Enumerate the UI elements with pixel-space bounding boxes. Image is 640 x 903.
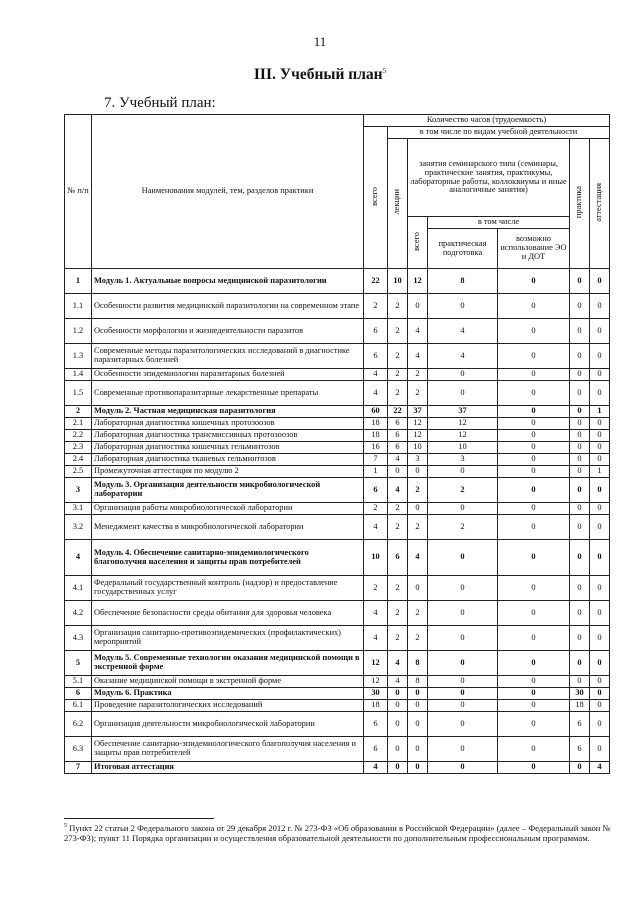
row-num: 2.5 [65, 466, 92, 478]
row-num: 5 [65, 651, 92, 676]
row-total: 2 [364, 503, 388, 515]
row-seminar: 0 [408, 737, 428, 762]
table-row [65, 576, 610, 601]
row-name: Организация деятельности микробиологической лаборатории [92, 712, 364, 737]
footnote-mark: 5 [64, 823, 67, 830]
header-eo-dot: возможно использование ЭО и ДОТ [498, 229, 570, 269]
row-num: 7 [65, 762, 92, 774]
row-name: Итоговая аттестация [92, 762, 364, 774]
row-seminar: 37 [408, 406, 428, 418]
header-total-text: всего [370, 186, 380, 206]
row-name: Обеспечение безопасности среды обитания для здоровья человека [92, 601, 364, 626]
row-attestation: 0 [590, 381, 610, 406]
table-row [65, 454, 610, 466]
row-attestation: 0 [590, 294, 610, 319]
header-practice-text: практика [574, 186, 584, 219]
row-lectures: 2 [388, 576, 408, 601]
row-seminar: 4 [408, 319, 428, 344]
row-eo-dot: 0 [498, 688, 570, 700]
row-attestation: 0 [590, 269, 610, 294]
row-attestation: 0 [590, 369, 610, 381]
row-num: 6.2 [65, 712, 92, 737]
row-num: 3 [65, 478, 92, 503]
row-attestation: 0 [590, 418, 610, 430]
row-eo-dot: 0 [498, 466, 570, 478]
row-lectures: 22 [388, 406, 408, 418]
row-lectures: 2 [388, 319, 408, 344]
row-practice: 0 [570, 626, 590, 651]
row-seminar: 0 [408, 466, 428, 478]
row-practical: 2 [428, 515, 498, 540]
row-name: Лабораторная диагностика трансмиссивных протозоозов [92, 430, 364, 442]
table-row [65, 406, 610, 418]
row-practice: 0 [570, 762, 590, 774]
row-seminar: 4 [408, 540, 428, 576]
row-name: Современные противопаразитарные лекарственные препараты [92, 381, 364, 406]
row-lectures: 0 [388, 466, 408, 478]
row-eo-dot: 0 [498, 515, 570, 540]
section-title-text: III. Учебный план [253, 66, 383, 83]
row-num: 5.1 [65, 676, 92, 688]
header-incl-activity: в том числе по видам учебной деятельности [388, 127, 610, 139]
row-name: Лабораторная диагностика кишечных протозоозов [92, 418, 364, 430]
table-row [65, 651, 610, 676]
table-header [65, 115, 610, 269]
row-lectures: 4 [388, 454, 408, 466]
row-lectures: 6 [388, 430, 408, 442]
row-practical: 0 [428, 503, 498, 515]
row-num: 4.2 [65, 601, 92, 626]
row-name: Модуль 1. Актуальные вопросы медицинской паразитологии [92, 269, 364, 294]
row-practice: 0 [570, 381, 590, 406]
row-practical: 0 [428, 369, 498, 381]
row-eo-dot: 0 [498, 269, 570, 294]
row-attestation: 0 [590, 626, 610, 651]
row-num: 2 [65, 406, 92, 418]
table-row [65, 381, 610, 406]
row-eo-dot: 0 [498, 344, 570, 369]
row-attestation: 0 [590, 601, 610, 626]
row-seminar: 2 [408, 601, 428, 626]
section-title [0, 66, 640, 84]
row-seminar: 0 [408, 688, 428, 700]
row-num: 3.2 [65, 515, 92, 540]
row-practice: 0 [570, 676, 590, 688]
row-name: Модуль 3. Организация деятельности микробиологической лаборатории [92, 478, 364, 503]
header-seminar-total-text: всего [412, 231, 422, 251]
row-eo-dot: 0 [498, 737, 570, 762]
row-lectures: 2 [388, 626, 408, 651]
table-row [65, 344, 610, 369]
table-row [65, 503, 610, 515]
row-practical: 12 [428, 418, 498, 430]
row-practical: 10 [428, 442, 498, 454]
row-lectures: 0 [388, 712, 408, 737]
row-eo-dot: 0 [498, 442, 570, 454]
row-seminar: 2 [408, 515, 428, 540]
header-incl: в том числе [428, 217, 570, 229]
row-total: 1 [364, 466, 388, 478]
row-practical: 0 [428, 576, 498, 601]
header-lectures [388, 139, 408, 269]
row-num: 3.1 [65, 503, 92, 515]
row-name: Модуль 4. Обеспечение санитарно-эпидемиологического благополучия населения и защиты прав потребителей [92, 540, 364, 576]
row-attestation: 0 [590, 503, 610, 515]
row-num: 1.2 [65, 319, 92, 344]
row-num: 2.2 [65, 430, 92, 442]
header-seminar: занятия семинарского типа (семинары, практические занятия, практикумы, лабораторные работы, коллоквиумы и иные аналогичные занятия) [408, 139, 570, 217]
row-name: Лабораторная диагностика кишечных гельминтозов [92, 442, 364, 454]
table-row [65, 688, 610, 700]
row-attestation: 1 [590, 406, 610, 418]
row-practice: 0 [570, 344, 590, 369]
row-attestation: 0 [590, 651, 610, 676]
row-attestation: 0 [590, 478, 610, 503]
row-lectures: 2 [388, 503, 408, 515]
subtitle: 7. Учебный план: [104, 95, 216, 111]
row-lectures: 0 [388, 762, 408, 774]
row-attestation: 0 [590, 344, 610, 369]
row-lectures: 6 [388, 418, 408, 430]
row-attestation: 0 [590, 737, 610, 762]
row-lectures: 6 [388, 540, 408, 576]
row-name: Организация санитарно-противоэпидемических (профилактических) мероприятий [92, 626, 364, 651]
row-practical: 4 [428, 344, 498, 369]
row-seminar: 12 [408, 418, 428, 430]
row-eo-dot: 0 [498, 762, 570, 774]
footnote-text: Пункт 22 статьи 2 Федерального закона от 29 декабря 2012 г. № 273-ФЗ «Об образовании в Российской Федерации» (далее – Федеральный закон № 273-ФЗ); пункт 11 Порядка организации и осуществления образовательной деятельности по дополнительным профессиональным программам. [64, 823, 611, 844]
row-name: Организация работы микробиологической лаборатории [92, 503, 364, 515]
row-practice: 0 [570, 576, 590, 601]
row-practice: 0 [570, 442, 590, 454]
row-lectures: 0 [388, 700, 408, 712]
row-attestation: 0 [590, 319, 610, 344]
table-row [65, 515, 610, 540]
row-seminar: 0 [408, 712, 428, 737]
row-practical: 0 [428, 700, 498, 712]
row-lectures: 6 [388, 442, 408, 454]
row-attestation: 0 [590, 712, 610, 737]
row-practice: 6 [570, 712, 590, 737]
row-name: Современные методы паразитологических исследований в диагностике паразитарных болезней [92, 344, 364, 369]
row-attestation: 0 [590, 430, 610, 442]
row-practical: 0 [428, 676, 498, 688]
row-num: 4.3 [65, 626, 92, 651]
row-num: 1.4 [65, 369, 92, 381]
row-seminar: 0 [408, 576, 428, 601]
row-seminar: 12 [408, 269, 428, 294]
row-name: Особенности морфологии и жизнедеятельности паразитов [92, 319, 364, 344]
row-practice: 0 [570, 430, 590, 442]
row-practical: 12 [428, 430, 498, 442]
row-name: Модуль 2. Частная медицинская паразитология [92, 406, 364, 418]
row-total: 6 [364, 712, 388, 737]
row-eo-dot: 0 [498, 418, 570, 430]
table-row [65, 430, 610, 442]
row-practical: 0 [428, 540, 498, 576]
row-practice: 0 [570, 601, 590, 626]
row-practical: 0 [428, 651, 498, 676]
row-total: 6 [364, 319, 388, 344]
row-practical: 0 [428, 626, 498, 651]
row-name: Промежуточная аттестация по модулю 2 [92, 466, 364, 478]
row-seminar: 0 [408, 762, 428, 774]
row-practice: 0 [570, 418, 590, 430]
header-hours: Количество часов (трудоемкость) [364, 115, 610, 127]
row-practical: 2 [428, 478, 498, 503]
row-num: 1.3 [65, 344, 92, 369]
row-num: 2.3 [65, 442, 92, 454]
table-row [65, 626, 610, 651]
row-total: 6 [364, 344, 388, 369]
row-eo-dot: 0 [498, 294, 570, 319]
row-lectures: 4 [388, 651, 408, 676]
table-row [65, 442, 610, 454]
row-attestation: 0 [590, 540, 610, 576]
row-total: 16 [364, 442, 388, 454]
row-name: Проведение паразитологических исследований [92, 700, 364, 712]
row-total: 4 [364, 515, 388, 540]
row-eo-dot: 0 [498, 478, 570, 503]
row-seminar: 2 [408, 369, 428, 381]
row-total: 4 [364, 762, 388, 774]
row-seminar: 2 [408, 381, 428, 406]
row-eo-dot: 0 [498, 712, 570, 737]
row-eo-dot: 0 [498, 319, 570, 344]
row-total: 18 [364, 700, 388, 712]
table-body [65, 269, 610, 774]
row-num: 4.1 [65, 576, 92, 601]
row-total: 60 [364, 406, 388, 418]
row-eo-dot: 0 [498, 503, 570, 515]
table-row [65, 294, 610, 319]
row-practical: 0 [428, 737, 498, 762]
row-practical: 37 [428, 406, 498, 418]
curriculum-table [64, 114, 610, 774]
row-practice: 0 [570, 369, 590, 381]
row-total: 30 [364, 688, 388, 700]
row-seminar: 8 [408, 676, 428, 688]
header-attestation [590, 139, 610, 269]
row-lectures: 2 [388, 601, 408, 626]
row-total: 12 [364, 651, 388, 676]
table-row [65, 540, 610, 576]
row-lectures: 2 [388, 294, 408, 319]
row-seminar: 10 [408, 442, 428, 454]
row-num: 2.4 [65, 454, 92, 466]
table-row [65, 319, 610, 344]
row-total: 4 [364, 626, 388, 651]
row-seminar: 8 [408, 651, 428, 676]
row-total: 10 [364, 540, 388, 576]
row-name: Менеджмент качества в микробиологической лаборатории [92, 515, 364, 540]
row-total: 7 [364, 454, 388, 466]
row-practice: 18 [570, 700, 590, 712]
row-practice: 0 [570, 294, 590, 319]
header-lectures-text: лекции [392, 189, 402, 215]
footnote [64, 823, 612, 844]
row-total: 6 [364, 478, 388, 503]
row-practical: 8 [428, 269, 498, 294]
header-practical: практическая подготовка [428, 229, 498, 269]
row-attestation: 0 [590, 454, 610, 466]
row-lectures: 10 [388, 269, 408, 294]
row-num: 1.5 [65, 381, 92, 406]
header-num: № п/п [65, 115, 92, 269]
header-name: Наименования модулей, тем, разделов практики [92, 115, 364, 269]
row-practice: 0 [570, 651, 590, 676]
row-practice: 6 [570, 737, 590, 762]
row-attestation: 0 [590, 515, 610, 540]
row-num: 1.1 [65, 294, 92, 319]
row-num: 1 [65, 269, 92, 294]
row-eo-dot: 0 [498, 576, 570, 601]
row-attestation: 0 [590, 442, 610, 454]
row-practical: 0 [428, 466, 498, 478]
row-seminar: 12 [408, 430, 428, 442]
row-num: 6.3 [65, 737, 92, 762]
row-practical: 4 [428, 319, 498, 344]
row-practical: 3 [428, 454, 498, 466]
table-row [65, 601, 610, 626]
header-practice [570, 139, 590, 269]
row-seminar: 0 [408, 294, 428, 319]
row-lectures: 0 [388, 737, 408, 762]
row-seminar: 2 [408, 626, 428, 651]
row-name: Особенности развития медицинской паразитологии на современном этапе [92, 294, 364, 319]
row-practical: 0 [428, 601, 498, 626]
row-practice: 0 [570, 503, 590, 515]
row-total: 22 [364, 269, 388, 294]
row-name: Модуль 6. Практика [92, 688, 364, 700]
row-practice: 0 [570, 515, 590, 540]
row-lectures: 2 [388, 515, 408, 540]
row-seminar: 0 [408, 700, 428, 712]
table-row [65, 712, 610, 737]
row-eo-dot: 0 [498, 454, 570, 466]
row-attestation: 1 [590, 466, 610, 478]
row-total: 4 [364, 369, 388, 381]
row-practice: 0 [570, 478, 590, 503]
row-attestation: 0 [590, 700, 610, 712]
row-eo-dot: 0 [498, 651, 570, 676]
row-practice: 0 [570, 269, 590, 294]
row-practice: 0 [570, 406, 590, 418]
row-practice: 0 [570, 454, 590, 466]
row-eo-dot: 0 [498, 540, 570, 576]
header-attestation-text: аттестация [594, 182, 604, 222]
row-total: 4 [364, 601, 388, 626]
row-total: 18 [364, 430, 388, 442]
row-seminar: 3 [408, 454, 428, 466]
table-row [65, 269, 610, 294]
row-name: Федеральный государственный контроль (надзор) и предоставление государственных услуг [92, 576, 364, 601]
row-lectures: 0 [388, 688, 408, 700]
row-eo-dot: 0 [498, 381, 570, 406]
row-seminar: 4 [408, 344, 428, 369]
row-lectures: 2 [388, 344, 408, 369]
row-practice: 0 [570, 540, 590, 576]
page-number: 11 [313, 34, 327, 49]
row-name: Обеспечение санитарно-эпидемиологического благополучия населения и защиты прав потребителей [92, 737, 364, 762]
row-eo-dot: 0 [498, 626, 570, 651]
row-eo-dot: 0 [498, 601, 570, 626]
row-name: Оказание медицинской помощи в экстренной форме [92, 676, 364, 688]
row-lectures: 2 [388, 381, 408, 406]
row-eo-dot: 0 [498, 700, 570, 712]
row-total: 2 [364, 576, 388, 601]
row-attestation: 0 [590, 576, 610, 601]
table-row [65, 466, 610, 478]
row-practice: 0 [570, 466, 590, 478]
row-eo-dot: 0 [498, 406, 570, 418]
row-eo-dot: 0 [498, 430, 570, 442]
row-total: 18 [364, 418, 388, 430]
header-seminar-total [408, 217, 428, 269]
row-num: 6.1 [65, 700, 92, 712]
table-row [65, 737, 610, 762]
row-attestation: 0 [590, 676, 610, 688]
row-practical: 0 [428, 762, 498, 774]
table-row [65, 762, 610, 774]
row-practice: 0 [570, 319, 590, 344]
row-total: 6 [364, 737, 388, 762]
row-seminar: 2 [408, 478, 428, 503]
row-practical: 0 [428, 381, 498, 406]
row-attestation: 0 [590, 688, 610, 700]
row-total: 4 [364, 381, 388, 406]
row-name: Модуль 5. Современные технологии оказания медицинской помощи в экстренной форме [92, 651, 364, 676]
row-practice: 30 [570, 688, 590, 700]
footnote-ref: 5 [382, 66, 387, 75]
header-total [364, 127, 388, 269]
row-practical: 0 [428, 294, 498, 319]
row-name: Лабораторная диагностика тканевых гельминтозов [92, 454, 364, 466]
row-total: 2 [364, 294, 388, 319]
row-eo-dot: 0 [498, 676, 570, 688]
row-num: 4 [65, 540, 92, 576]
row-num: 6 [65, 688, 92, 700]
table-row [65, 478, 610, 503]
footnote-divider [64, 818, 214, 819]
row-name: Особенности эпидемиологии паразитарных болезней [92, 369, 364, 381]
table-row [65, 418, 610, 430]
table-row [65, 700, 610, 712]
row-lectures: 2 [388, 369, 408, 381]
row-eo-dot: 0 [498, 369, 570, 381]
row-practical: 0 [428, 712, 498, 737]
row-num: 2.1 [65, 418, 92, 430]
row-lectures: 4 [388, 478, 408, 503]
row-lectures: 4 [388, 676, 408, 688]
row-total: 12 [364, 676, 388, 688]
row-practical: 0 [428, 688, 498, 700]
table-row [65, 369, 610, 381]
table-row [65, 676, 610, 688]
row-attestation: 4 [590, 762, 610, 774]
row-seminar: 0 [408, 503, 428, 515]
